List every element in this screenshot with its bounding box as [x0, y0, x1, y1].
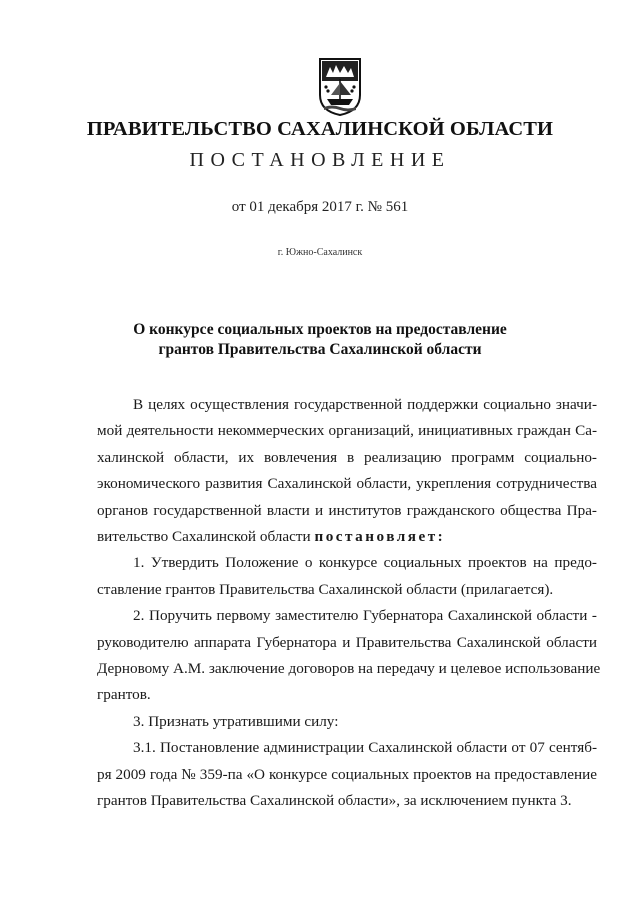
item-paragraph: [97, 550, 597, 603]
text-line: 1. Утвердить Положение о конкурсе социальных проектов на предо-: [133, 554, 597, 572]
text-line: ря 2009 года № 359-па «О конкурсе социальных проектов на предоставление: [97, 765, 597, 783]
text-line: 3. Признать утратившими силу:: [133, 712, 339, 730]
text-line: [97, 524, 597, 550]
text-line: В целях осуществления государственной поддержки социально значи-: [133, 396, 597, 413]
item-paragraph: [97, 709, 597, 735]
text-line: халинской области, их вовлечения в реализацию программ социально-: [97, 448, 597, 466]
text-line: экономического развития Сахалинской области, укрепления сотрудничества: [97, 475, 597, 493]
text-line: руководителю аппарата Губернатора и Правительства Сахалинской области: [97, 633, 597, 651]
organization-title: ПРАВИТЕЛЬСТВО САХАЛИНСКОЙ ОБЛАСТИ: [86, 118, 554, 140]
item-paragraph: [97, 735, 597, 814]
text-line: мой деятельности некоммерческих организаций, инициативных граждан Са-: [97, 422, 597, 440]
preamble-paragraph: [97, 392, 597, 550]
text-line: грантов Правительства Сахалинской области», за исключением пункта 3.: [97, 792, 572, 810]
sakhalin-coat-of-arms-icon: [318, 57, 362, 117]
text-line: органов государственной власти и институтов гражданского общества Пра-: [97, 501, 597, 519]
text-line: грантов.: [97, 686, 151, 704]
document-type: ПОСТАНОВЛЕНИЕ: [189, 149, 451, 171]
document-heading: [0, 320, 640, 360]
text-line: Дерновому А.М. заключение договоров на передачу и целевое использование: [97, 660, 601, 678]
text-line: ставление грантов Правительства Сахалинской области (прилагается).: [97, 580, 554, 598]
decree-word: постановляет:: [314, 528, 446, 546]
document-date-number: от 01 декабря 2017 г. № 561: [231, 199, 409, 215]
item-paragraph: [97, 603, 601, 709]
heading-line: грантов Правительства Сахалинской области: [158, 341, 482, 358]
text-line: 3.1. Постановление администрации Сахалинской области от 07 сентяб-: [133, 739, 597, 757]
document-city: г. Южно-Сахалинск: [277, 247, 363, 258]
heading-line: О конкурсе социальных проектов на предоставление: [133, 321, 507, 338]
text-line: 2. Поручить первому заместителю Губернатора Сахалинской области -: [133, 607, 597, 625]
text-segment: вительство Сахалинской области: [97, 528, 315, 546]
document-body: [97, 392, 601, 815]
